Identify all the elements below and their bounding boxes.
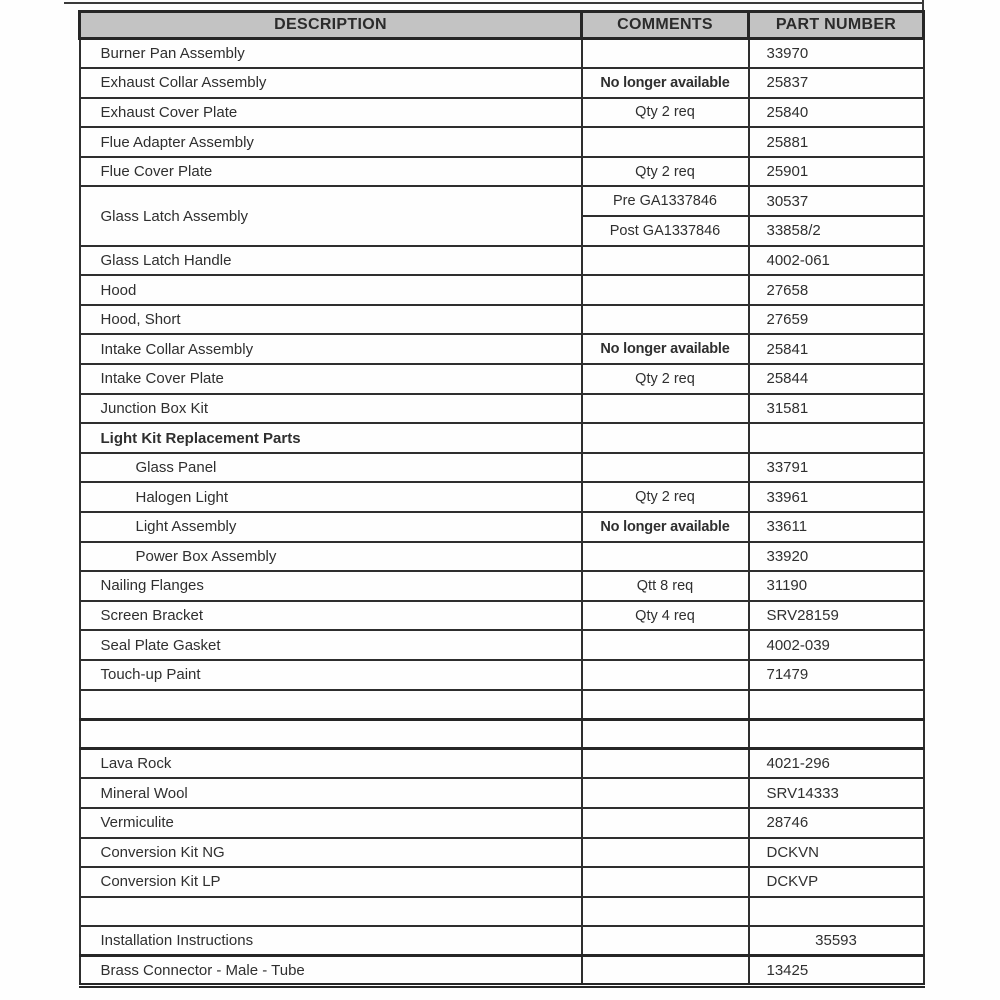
table-row <box>80 39 924 69</box>
description-cell: Glass Latch Handle <box>80 246 582 276</box>
description-cell <box>80 897 582 927</box>
description-cell: Light Kit Replacement Parts <box>80 423 582 453</box>
description-cell: Installation Instructions <box>80 926 582 956</box>
description-cell: Nailing Flanges <box>80 571 582 601</box>
empty-row <box>80 719 924 749</box>
comments-cell <box>582 838 749 868</box>
comments-cell: Qty 2 req <box>582 364 749 394</box>
table-row <box>80 394 924 424</box>
part-number-cell: SRV14333 <box>749 778 924 808</box>
part-number-cell: 27659 <box>749 305 924 335</box>
part-number-cell: DCKVP <box>749 867 924 897</box>
description-cell: Exhaust Cover Plate <box>80 98 582 128</box>
table-row <box>80 98 924 128</box>
comments-cell <box>582 719 749 749</box>
description-cell <box>80 719 582 749</box>
comments-cell: No longer available <box>582 512 749 542</box>
description-cell: Mineral Wool <box>80 778 582 808</box>
part-number-cell: 33791 <box>749 453 924 483</box>
description-cell: Hood <box>80 275 582 305</box>
part-number-cell <box>749 423 924 453</box>
description-cell: Lava Rock <box>80 749 582 779</box>
table-row <box>80 660 924 690</box>
table-row <box>80 453 924 483</box>
part-number-cell: 33970 <box>749 39 924 69</box>
table-row <box>80 482 924 512</box>
part-number-cell: 25844 <box>749 364 924 394</box>
part-number-cell: 4002-039 <box>749 630 924 660</box>
table-row <box>80 630 924 660</box>
part-number-cell: SRV28159 <box>749 601 924 631</box>
comments-cell <box>582 778 749 808</box>
description-cell: Light Assembly <box>80 512 582 542</box>
part-number-cell: 25840 <box>749 98 924 128</box>
comments-cell: Qty 2 req <box>582 98 749 128</box>
part-number-cell: 33920 <box>749 542 924 572</box>
parts-table-body <box>80 39 924 986</box>
comments-cell <box>582 127 749 157</box>
table-row <box>80 838 924 868</box>
description-cell: Junction Box Kit <box>80 394 582 424</box>
table-row <box>80 334 924 364</box>
comments-cell <box>582 867 749 897</box>
table-row <box>80 275 924 305</box>
comments-cell <box>582 305 749 335</box>
part-number-cell: DCKVN <box>749 838 924 868</box>
part-number-cell: 25901 <box>749 157 924 187</box>
comments-cell: Post GA1337846 <box>582 216 749 246</box>
table-row <box>80 512 924 542</box>
comments-cell <box>582 453 749 483</box>
part-number-cell: 25841 <box>749 334 924 364</box>
empty-row <box>80 690 924 720</box>
table-row <box>80 956 924 986</box>
column-header-description: DESCRIPTION <box>80 12 582 39</box>
comments-cell <box>582 897 749 927</box>
description-cell: Flue Cover Plate <box>80 157 582 187</box>
table-row <box>80 926 924 956</box>
description-cell: Power Box Assembly <box>80 542 582 572</box>
comments-cell <box>582 690 749 720</box>
part-number-cell <box>749 897 924 927</box>
comments-cell <box>582 926 749 956</box>
comments-cell <box>582 630 749 660</box>
description-cell: Halogen Light <box>80 482 582 512</box>
table-row <box>80 808 924 838</box>
table-row <box>80 157 924 187</box>
part-number-cell: 35593 <box>749 926 924 956</box>
comments-cell: No longer available <box>582 334 749 364</box>
table-row <box>80 571 924 601</box>
comments-cell <box>582 542 749 572</box>
comments-cell <box>582 246 749 276</box>
table-row <box>80 749 924 779</box>
comments-cell: Pre GA1337846 <box>582 186 749 216</box>
description-cell: Hood, Short <box>80 305 582 335</box>
comments-cell: Qtt 8 req <box>582 571 749 601</box>
table-row <box>80 305 924 335</box>
description-cell: Screen Bracket <box>80 601 582 631</box>
comments-cell <box>582 423 749 453</box>
description-cell: Brass Connector - Male - Tube <box>80 956 582 986</box>
comments-cell <box>582 39 749 69</box>
comments-cell: No longer available <box>582 68 749 98</box>
comments-cell: Qty 4 req <box>582 601 749 631</box>
empty-row <box>80 897 924 927</box>
part-number-cell: 4021-296 <box>749 749 924 779</box>
part-number-cell: 28746 <box>749 808 924 838</box>
part-number-cell <box>749 690 924 720</box>
part-number-cell: 33858/2 <box>749 216 924 246</box>
comments-cell <box>582 808 749 838</box>
page-rule-horizontal <box>64 2 924 4</box>
comments-cell <box>582 749 749 779</box>
description-cell: Glass Latch Assembly <box>80 186 582 245</box>
comments-cell <box>582 275 749 305</box>
part-number-cell: 33611 <box>749 512 924 542</box>
comments-cell: Qty 2 req <box>582 482 749 512</box>
comments-cell <box>582 394 749 424</box>
table-row <box>80 423 924 453</box>
description-cell: Exhaust Collar Assembly <box>80 68 582 98</box>
table-row <box>80 68 924 98</box>
part-number-cell <box>749 719 924 749</box>
comments-cell <box>582 660 749 690</box>
part-number-cell: 30537 <box>749 186 924 216</box>
description-cell: Seal Plate Gasket <box>80 630 582 660</box>
description-cell: Touch-up Paint <box>80 660 582 690</box>
table-row <box>80 778 924 808</box>
table-row <box>80 186 924 216</box>
description-cell: Burner Pan Assembly <box>80 39 582 69</box>
description-cell: Flue Adapter Assembly <box>80 127 582 157</box>
part-number-cell: 31581 <box>749 394 924 424</box>
table-row <box>80 364 924 394</box>
parts-table <box>78 10 925 988</box>
comments-cell: Qty 2 req <box>582 157 749 187</box>
parts-table-header <box>80 12 924 39</box>
table-row <box>80 601 924 631</box>
column-header-part-number: PART NUMBER <box>749 12 924 39</box>
part-number-cell: 27658 <box>749 275 924 305</box>
part-number-cell: 71479 <box>749 660 924 690</box>
comments-cell <box>582 956 749 986</box>
part-number-cell: 33961 <box>749 482 924 512</box>
part-number-cell: 25881 <box>749 127 924 157</box>
part-number-cell: 25837 <box>749 68 924 98</box>
table-row <box>80 867 924 897</box>
header-row <box>80 12 924 39</box>
description-cell: Conversion Kit LP <box>80 867 582 897</box>
description-cell: Conversion Kit NG <box>80 838 582 868</box>
column-header-comments: COMMENTS <box>582 12 749 39</box>
description-cell: Glass Panel <box>80 453 582 483</box>
description-cell: Vermiculite <box>80 808 582 838</box>
part-number-cell: 13425 <box>749 956 924 986</box>
description-cell: Intake Cover Plate <box>80 364 582 394</box>
part-number-cell: 31190 <box>749 571 924 601</box>
description-cell <box>80 690 582 720</box>
part-number-cell: 4002-061 <box>749 246 924 276</box>
table-row <box>80 127 924 157</box>
table-row <box>80 542 924 572</box>
table-row <box>80 246 924 276</box>
description-cell: Intake Collar Assembly <box>80 334 582 364</box>
